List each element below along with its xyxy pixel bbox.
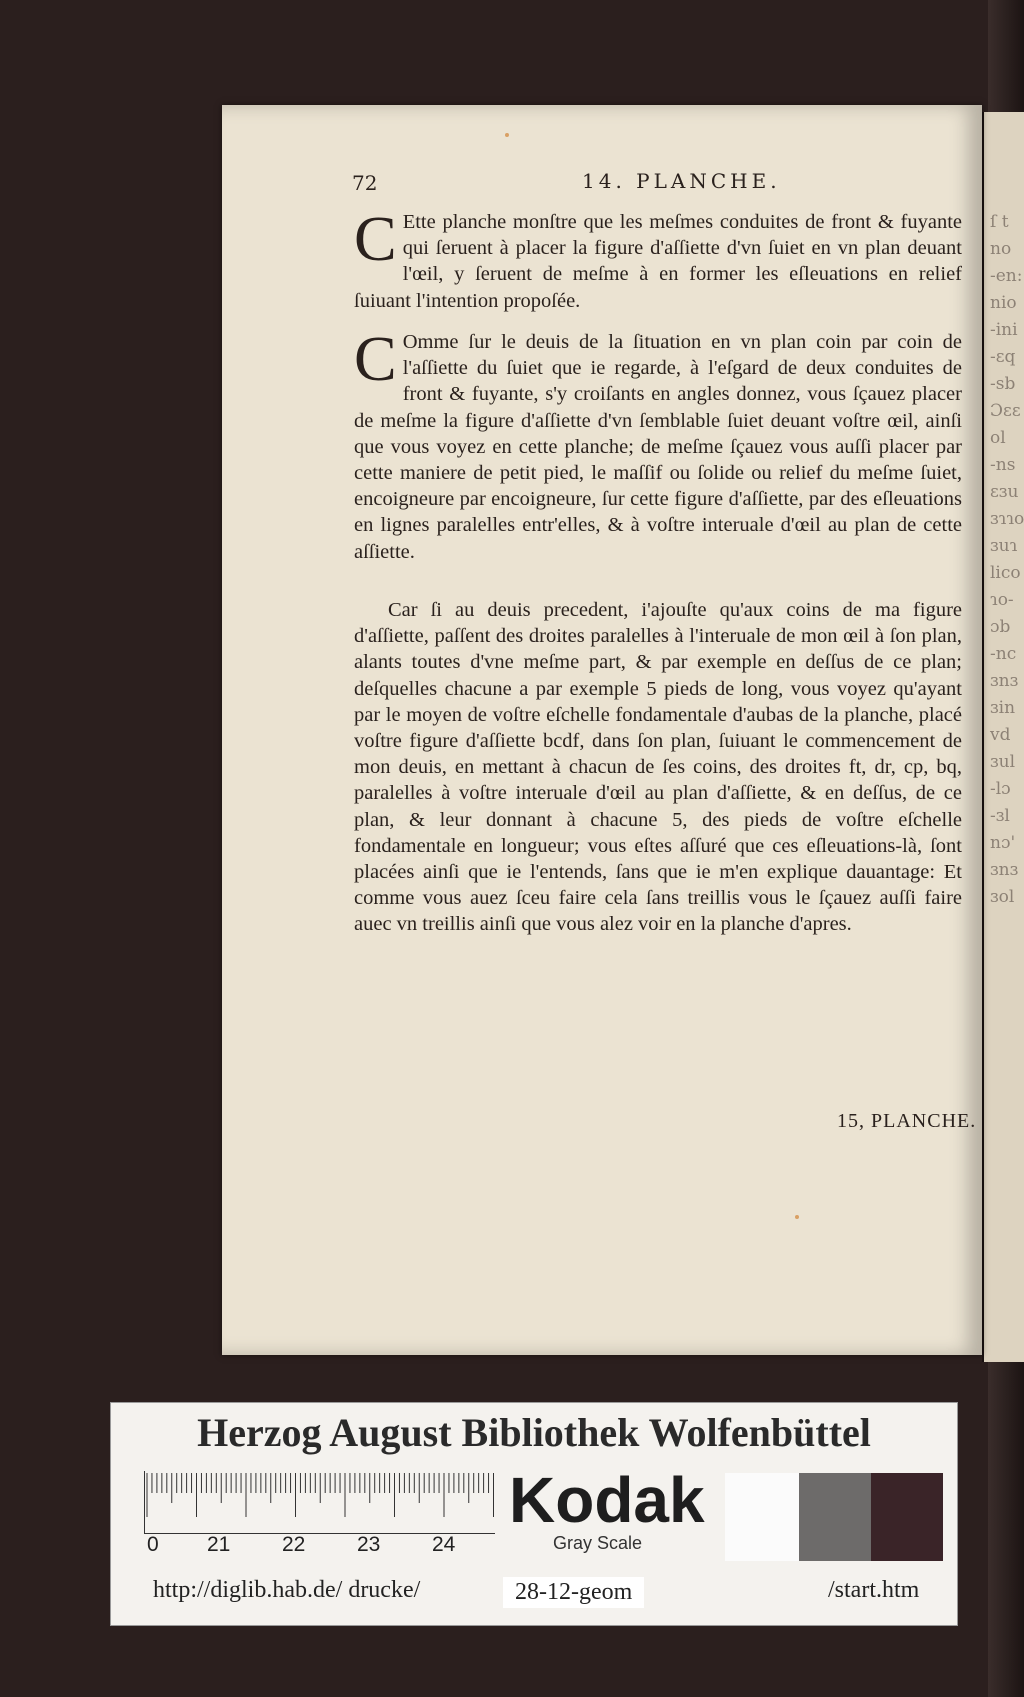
edge-fragment: -ini	[990, 320, 1018, 340]
ruler-label: 24	[432, 1533, 456, 1556]
url-id: 28-12-geom	[503, 1577, 644, 1608]
drop-cap: C	[354, 323, 397, 394]
edge-fragment: ol	[990, 428, 1006, 448]
gray-scale-label: Gray Scale	[553, 1533, 643, 1553]
kodak-logo: Kodak	[509, 1464, 705, 1536]
foxing-spot	[795, 1215, 799, 1219]
ruler-label: 0	[147, 1533, 159, 1556]
paragraph-1	[354, 203, 962, 314]
edge-fragment: -ɛq	[990, 347, 1016, 367]
edge-fragment: ɛɜu	[990, 482, 1019, 502]
edge-fragment: nɔ'	[990, 833, 1016, 853]
white-swatch	[725, 1473, 799, 1561]
ruler-label: 23	[357, 1533, 381, 1556]
color-calibration-card	[110, 1402, 958, 1626]
book-page	[222, 105, 982, 1355]
edge-fragment: ɿo-	[990, 590, 1014, 610]
page-header	[222, 163, 982, 193]
page-title: 14. PLANCHE.	[582, 169, 781, 193]
library-name: Herzog August Bibliothek Wolfenbüttel	[197, 1410, 871, 1455]
edge-fragment: ſ t	[990, 212, 1009, 232]
foxing-spot	[505, 133, 509, 137]
edge-fragment: ɜnɜ	[990, 860, 1019, 880]
edge-fragment: -nc	[990, 644, 1017, 664]
edge-fragment: lico	[990, 563, 1021, 583]
page-number: 72	[352, 171, 378, 195]
edge-fragment: -ɜl	[990, 806, 1010, 826]
edge-fragment: -ns	[990, 455, 1016, 475]
edge-fragment: no	[990, 239, 1012, 259]
edge-fragment: ɜnɜ	[990, 671, 1019, 691]
catchword: 15, PLANCHE.	[837, 1110, 977, 1132]
ruler-label: 21	[207, 1533, 231, 1556]
edge-fragment: -en:	[990, 266, 1023, 286]
edge-fragment: ɜɿɿo	[990, 509, 1024, 529]
ruler	[144, 1471, 495, 1534]
edge-fragment: ɜin	[990, 698, 1016, 718]
gray-swatch	[799, 1473, 871, 1561]
next-page-edge	[982, 112, 1024, 1362]
paragraph-2-text: Omme ſur le deuis de la ſituation en vn plan coin par coin de l'aſſiette du ſuiet que ie regarde, à l'eſgard de deux conduites de front & fuyante, s'y croiſants en angles donnez, vous ſçauez placer de meſme la figure d'aſſiette d'vn ſemblable ſuiet deuant voſtre œil, ainſi que vous voyez en cette planche; de meſme ſçauez vous auſſi placer par cette maniere de petit pied, le maſſif ou ſolide ou relief du meſme ſuiet, encoigneure par encoigneure, ſur cette figure d'aſſiette, par des eſleuations en lignes paralelles entr'elles, & à voſtre interuale d'œil au plan de cette aſſiette.	[354, 331, 962, 563]
dark-swatch	[871, 1473, 943, 1561]
edge-fragment: ɜul	[990, 752, 1016, 772]
ruler-label: 22	[282, 1533, 306, 1556]
edge-fragment: vd	[990, 725, 1011, 745]
url-suffix: /start.htm	[828, 1577, 920, 1603]
drop-cap: C	[354, 203, 397, 274]
edge-fragment: ɜol	[990, 887, 1015, 907]
edge-fragment: -sb	[990, 374, 1016, 394]
paragraph-1-text: Ette planche monſtre que les meſmes conduites de front & fuyante qui ſeruent à placer la figure d'aſſiette d'vn ſuiet en vn plan deuant l'œil, y ſeruent de meſme à en former les eſleuations en relief ſuiuant l'intention propoſée.	[354, 211, 962, 312]
edge-fragment: nio	[990, 293, 1017, 313]
paragraph-2	[354, 323, 962, 565]
edge-fragment: -lɔ	[990, 779, 1011, 799]
url-base: http://diglib.hab.de/ drucke/	[153, 1577, 421, 1603]
paragraph-3: Car ſi au deuis precedent, i'ajouſte qu'aux coins de ma figure d'aſſiette, paſſent des droites paralelles à l'interuale de mon œil à ſon plan, alants toutes d'vne meſme part, & par exemple en deſſus de ce plan; deſquelles chacune a par exemple 5 pieds de long, vous voyez qu'ayant par le moyen de voſtre eſchelle fondamentale d'aubas de la planche, placé voſtre figure d'aſſiette bcdf, dans ſon plan, ſuiuant le commencement de mon deuis, en mettant à chacun de ſes coins, des droites ft, dr, cp, bq, paralelles à voſtre interuale d'œil au plan d'aſſiette, & en deſſus, de ce plan, & leur donnant à chacune 5, des pieds de voſtre eſchelle fondamentale en longueur; vous eſtes aſſuré que ces eſleuations-là, ſont placées ainſi que ie l'entends, ſans que ie m'en explique dauantage: Et comme vous auez ſceu faire cela ſans treillis vous le ſçauez auſſi faire auec vn treillis ainſi que vous alez voir en la planche d'apres.	[354, 599, 962, 936]
edge-fragment: ɜuɿ	[990, 536, 1018, 556]
edge-fragment: ɔb	[990, 617, 1011, 637]
edge-fragment: Ɔɛɛ	[990, 401, 1021, 421]
